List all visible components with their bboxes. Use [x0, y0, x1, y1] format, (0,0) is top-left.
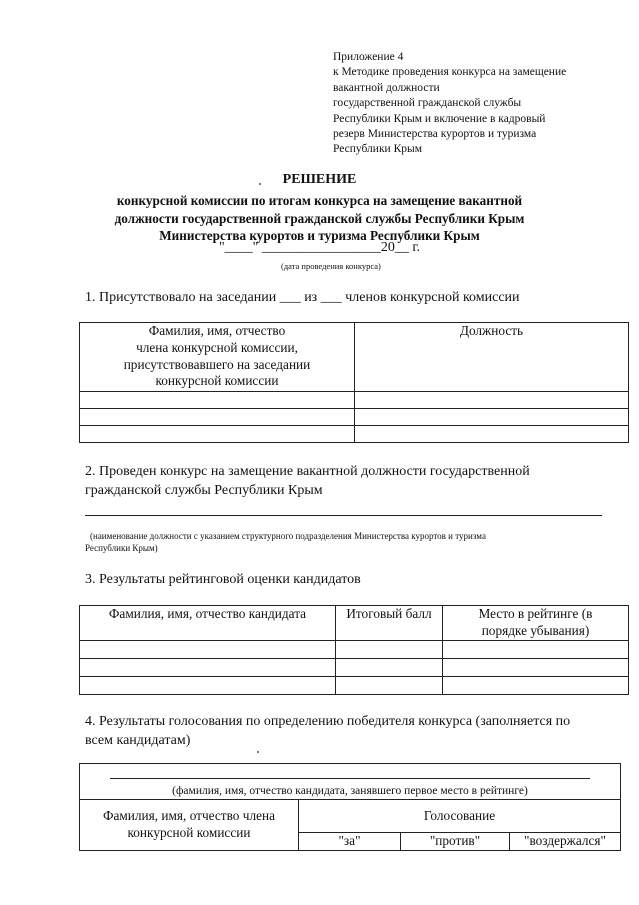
table-cell[interactable] [443, 676, 629, 694]
subtitle-line: должности государственной гражданской службы Республики Крым [114, 210, 525, 226]
header-line: конкурсной комиссии [127, 824, 251, 840]
table-cell[interactable] [80, 676, 336, 694]
appendix-note [333, 50, 623, 158]
section2-line: гражданской службы Республики Крым [85, 483, 323, 498]
appendix-line: к Методике проведения конкурса на замещение [333, 66, 567, 79]
appendix-line: Республики Крым [333, 143, 422, 156]
header-line: конкурсной комиссии [155, 373, 279, 389]
table-cell[interactable] [336, 676, 443, 694]
document-title: РЕШЕНИЕ [282, 172, 357, 187]
header-line: присутствовавшего на заседании [123, 356, 311, 372]
vote-against-header: "против" [401, 833, 510, 851]
table-cell[interactable] [355, 392, 629, 409]
caption-line: (наименование должности с указанием структурного подразделения Министерства курортов и туризма [90, 531, 486, 541]
date-line[interactable]: "____" _________________20__ г. [218, 240, 421, 255]
header-line: порядке убывания) [481, 622, 590, 638]
header-line: Фамилия, имя, отчество [148, 323, 286, 338]
section3-text: 3. Результаты рейтинговой оценки кандидатов [85, 572, 361, 587]
section1-text: 1. Присутствовало на заседании ___ из ___ членов конкурсной комиссии [85, 290, 520, 305]
appendix-line: Республики Крым и включение в кадровый [333, 112, 546, 125]
subtitle-line: Министерства курортов и туризма Республики Крым [159, 228, 480, 243]
table-cell[interactable] [336, 640, 443, 658]
document-subtitle [0, 192, 639, 245]
scan-speck [257, 751, 259, 753]
subtitle-line: конкурсной комиссии по итогам конкурса на замещение вакантной [116, 193, 523, 208]
date-caption: (дата проведения конкурса) [281, 261, 381, 271]
section4-line: 4. Результаты голосования по определению победителя конкурса (заполняется по [85, 714, 571, 729]
table-cell[interactable] [355, 426, 629, 443]
header-member-name [80, 800, 299, 851]
header-line: Фамилия, имя, отчество члена [102, 808, 276, 824]
section4-line: всем кандидатам) [85, 733, 191, 748]
header-voting [299, 800, 621, 833]
vote-abstain-header: "воздержался" [510, 833, 621, 851]
vote-for-header: "за" [299, 833, 401, 851]
table-cell[interactable] [80, 392, 355, 409]
header-line: Место в рейтинге (в [478, 606, 593, 621]
appendix-line: резерв Министерства курортов и туризма [333, 128, 537, 141]
header-total-score [336, 606, 443, 641]
header-rating-place [443, 606, 629, 641]
appendix-line: вакантной должности [333, 81, 440, 94]
header-line: Итоговый балл [346, 606, 432, 621]
voting-table [79, 763, 621, 851]
table-cell[interactable] [80, 640, 336, 658]
table-cell[interactable] [80, 426, 355, 443]
table-cell[interactable] [443, 658, 629, 676]
header-member-name [80, 323, 355, 392]
header-line: Голосование [423, 807, 496, 823]
header-candidate-name [80, 606, 336, 641]
commission-members-table [79, 322, 629, 443]
appendix-line: Приложение 4 [333, 51, 404, 63]
candidate-name-line[interactable] [110, 778, 590, 779]
header-position [355, 323, 629, 392]
caption-line: Республики Крым) [85, 543, 158, 553]
position-name-line[interactable] [85, 515, 602, 516]
header-line: Должность [459, 323, 524, 338]
rating-table [79, 605, 629, 695]
position-name-caption [85, 530, 605, 554]
table-cell[interactable] [80, 658, 336, 676]
appendix-line: государственной гражданской службы [333, 97, 522, 110]
table-cell[interactable] [443, 640, 629, 658]
table-cell[interactable] [80, 409, 355, 426]
header-line: Фамилия, имя, отчество кандидата [108, 606, 307, 621]
table-cell[interactable] [336, 658, 443, 676]
section2-text [85, 462, 530, 500]
header-line: члена конкурсной комиссии, [136, 339, 298, 355]
candidate-cell[interactable] [80, 764, 621, 800]
candidate-caption: (фамилия, имя, отчество кандидата, занявшего первое место в рейтинге) [172, 785, 528, 797]
section2-line: 2. Проведен конкурс на замещение вакантной должности государственной [85, 464, 530, 479]
scan-speck [259, 183, 261, 185]
table-cell[interactable] [355, 409, 629, 426]
section4-text [85, 712, 570, 750]
